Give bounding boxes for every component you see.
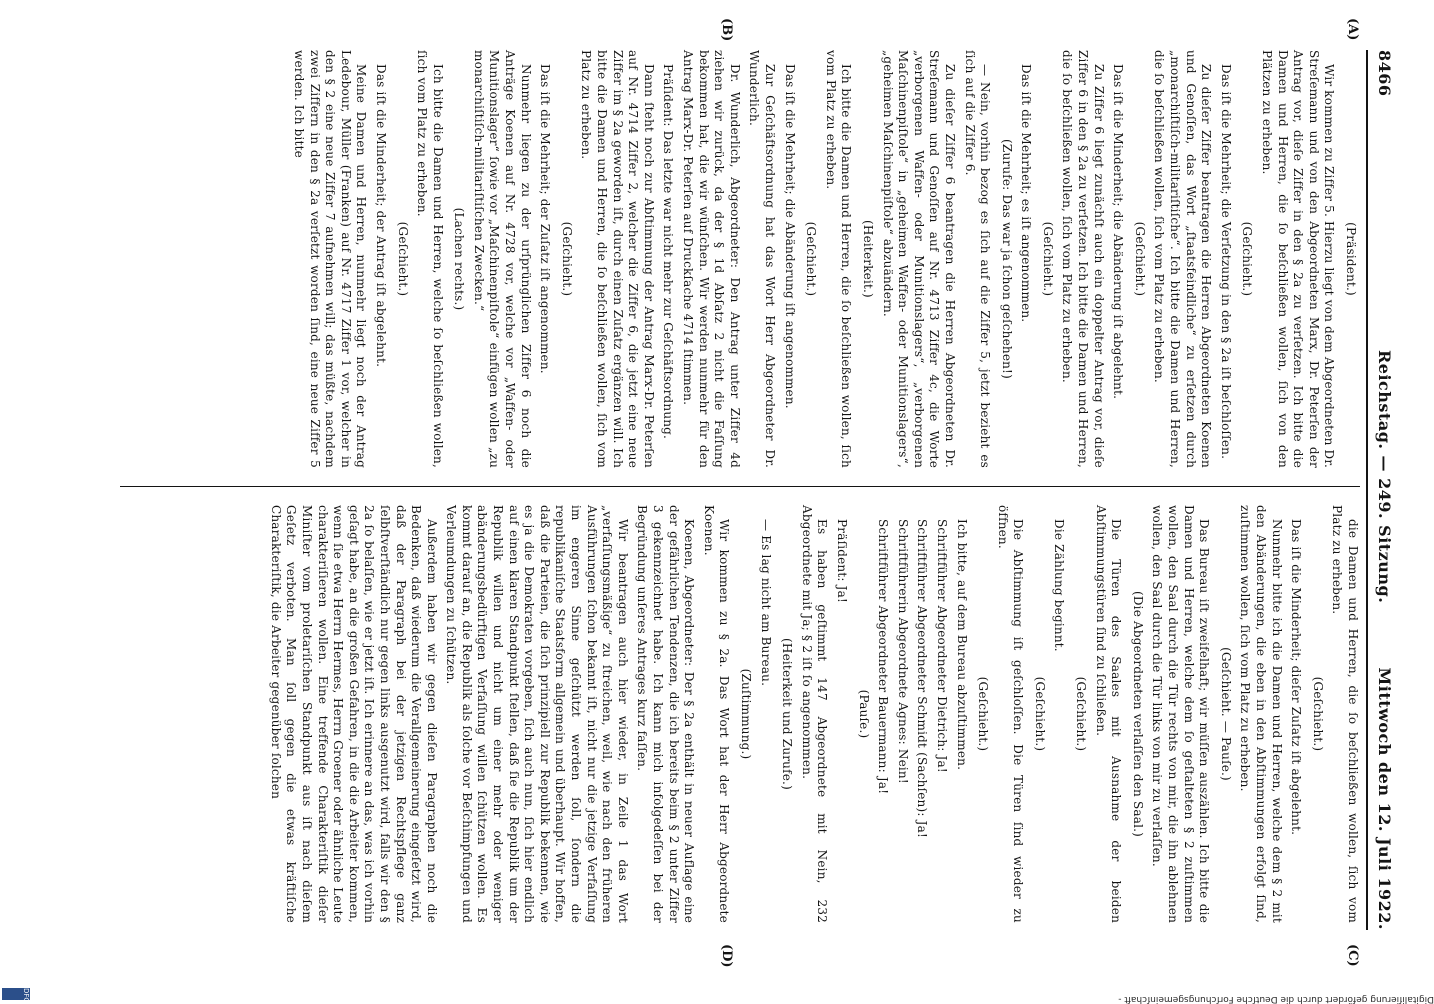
stage-direction: (Geſchieht. — Pauſe.) bbox=[1218, 647, 1233, 781]
speech-paragraph: Dr. Wunderlich, Abgeordneter: Den Antrag unter Ziffer 4d ziehen wir zurück, da der § 1d Abſatz 2 nicht die Faſſung bekommen hat, die wir wünſchen. Wir werden nunmehr für den Antrag Marx-Dr. Peterſen auf Druckſache 4714 ſtimmen. bbox=[681, 50, 742, 468]
paragraph: Es haben geſtimmt 147 Abgeordnete mit Nein, 232 Abgeordnete mit Ja; § 2 iſt ſo angenommen. bbox=[799, 505, 830, 923]
speech-paragraph: Koenen, Abgeordneter: Der § 2a enthält in neuer Auflage eine der gefährlichen Tendenzen, die ich bereits beim § 2 unter Ziffer 3 gekennzeichnet habe. Ich kann mich infolgedeſſen bei der Begründung unſeres Antrages kurz faſſen. bbox=[635, 505, 697, 923]
stage-direction: (Heiterkeit und Zurufe.) bbox=[780, 638, 795, 790]
vote-record: Schriftführer Abgeordneter Dietrich: Ja! bbox=[934, 519, 949, 773]
side-marker-d: (D) bbox=[719, 944, 734, 968]
paragraph: Nunmehr bitte ich die Damen und Herren, welche dem § 2 mit den Abänderungen, die eben in den Abſtimmungen erfolgt ſind, zuſtimmen wollen, ſich vom Platz zu erheben. bbox=[1238, 505, 1284, 923]
speech-paragraph: Präſident: Das letzte war nicht mehr zur Geſchäftsordnung. bbox=[661, 64, 676, 440]
paragraph: Die Türen des Saales mit Ausnahme der beiden Abſtimmungstüren ſind zu ſchließen. bbox=[1093, 505, 1124, 923]
paragraph: Zu dieſer Ziffer 6 beantragen die Herren Abgeordneten Dr. Streſemann und Genoſſen auf Nr. 4713 Ziffer 4c, die Worte „verborgenen Waffen- oder Munitionslagers“, „verborgenen Maſchinenpiſtole“ in „geheimen Waffen- oder Munitionslagers“, „geheimen Maſchinenpiſtole“ abzuändern. bbox=[880, 50, 957, 468]
dfg-logo: DFG bbox=[2, 988, 30, 1000]
stage-direction: (Pauſe.) bbox=[856, 689, 871, 739]
stage-direction: (Geſchieht.) bbox=[804, 221, 819, 297]
stage-direction: (Geſchieht.) bbox=[1040, 221, 1055, 297]
paragraph: die Damen und Herren, die ſo beſchließen wollen, ſich vom Platz zu erheben. bbox=[1330, 505, 1360, 923]
paragraph: Ich bitte die Damen und Herren, welche ſo beſchließen wollen, ſich vom Platz zu erheben. bbox=[415, 50, 445, 468]
stage-direction: (Geſchieht.) bbox=[1032, 676, 1047, 752]
stage-direction: (Geſchieht.) bbox=[395, 221, 410, 297]
paragraph: Meine Damen und Herren, nunmehr liegt noch der Antrag Ledebour, Müller (Franken) auf Nr. 4717 Ziffer 1 vor, welcher in den § 2 eine neue Ziffer 7 aufnehmen will; das müßte, nachdem zwei Ziffern in den § 2a verſetzt worden ſind, eine neue Ziffer 5 werden. Ich bitte bbox=[291, 50, 369, 468]
stage-direction: (Die Abgeordneten verlaſſen den Saal.) bbox=[1130, 590, 1145, 838]
paragraph: Ich bitte, auf dem Bureau abzuſtimmen. bbox=[954, 519, 969, 771]
paragraph: Die Zählung beginnt. bbox=[1052, 519, 1067, 652]
stage-direction: (Geſchieht.) bbox=[976, 676, 991, 752]
paragraph: Das iſt die Mehrheit; die Verſetzung in den § 2a iſt beſchloſſen. bbox=[1218, 64, 1233, 460]
side-marker-a: (A) bbox=[1345, 18, 1360, 41]
speech-paragraph: Außerdem haben wir gegen dieſen Paragraphen noch die Bedenken, daß wiederum die Verallgemeinerung eingeſetzt wird, daß der Paragraph bei der jetzigen Rechtspflege ganz ſelbſtverſtändlich nur gegen links ausgenutzt wird, falls wir den § 2a ſo belaſſen, wie er jetzt iſt. Ich erinnere an das, was ich vorhin geſagt habe, an die großen Gefahren, in die die Arbeiter kommen, wenn ſie etwa Herrn Hermes, Herrn Groener oder ähnliche Leute charakteriſieren wollen. Eine treffende Charakteriſtik dieſer Miniſter vom proletariſchen Standpunkt aus iſt nach dieſem Geſetz verboten. Man ſoll gegen die etwas kräftiſche Charakteriſtik, die Arbeiter gegenüber ſolchen bbox=[268, 505, 439, 923]
stage-direction: (Zurufe: Das war ja ſchon geſchehen!) bbox=[999, 139, 1014, 379]
side-marker-b: (B) bbox=[719, 18, 734, 42]
paragraph: Wir kommen zu Ziffer 5. Hierzu liegt von dem Abgeordneten Dr. Streſemann und von den Abgeordneten Marx, Dr. Peterſen der Antrag vor, dieſe Ziffer in den § 2a zu verſetzen. Ich bitte die Damen und Herren, die ſo beſchließen wollen, ſich von den Plätzen zu erheben. bbox=[1260, 50, 1337, 468]
paragraph: Das iſt die Minderheit; die Abänderung iſt abgelehnt. bbox=[1111, 64, 1126, 400]
right-column bbox=[60, 505, 1360, 923]
page-title: Reichstag. — 249. Sitzung. bbox=[1375, 350, 1394, 604]
column-divider bbox=[120, 486, 1360, 487]
paragraph: — Nein, vorhin bezog es ſich auf die Ziffer 5, jetzt bezieht es ſich auf die Ziffer 6. bbox=[962, 50, 993, 468]
paragraph: — Es lag nicht am Bureau. bbox=[758, 519, 773, 687]
side-marker-c: (C) bbox=[1345, 944, 1360, 967]
left-column bbox=[60, 50, 1360, 468]
header-rule bbox=[1366, 50, 1368, 930]
paragraph: Dann ſteht noch zur Abſtimmung der Antrag Marx-Dr. Peterſen auf Nr. 4714 Ziffer 2, welcher die Ziffer 6, die jetzt eine neue Ziffer im § 2a geworden iſt, durch einen Zuſatz ergänzen will. Ich bitte die Damen und Herren, die ſo beſchließen wollen, ſich vom Platz zu erheben. bbox=[579, 50, 656, 468]
paragraph: Das iſt die Minderheit; der Antrag iſt abgelehnt. bbox=[373, 64, 388, 368]
stage-direction: (Geſchieht.) bbox=[1310, 676, 1325, 752]
vote-record: Schriftführerin Abgeordnete Agnes: Nein! bbox=[895, 519, 910, 784]
page-header bbox=[1370, 50, 1398, 930]
paragraph: Wir kommen zu § 2a. Das Wort hat der Herr Abgeordnete Koenen. bbox=[701, 505, 732, 923]
stage-direction: (Geſchieht.) bbox=[559, 221, 574, 297]
page-number: 8466 bbox=[1375, 50, 1394, 97]
stage-direction: (Geſchieht.) bbox=[1240, 221, 1255, 297]
speech-paragraph: Wir beantragen auch hier wieder, in Zeile 1 das Wort „verfaſſungsmäßige“ zu ſtreichen, weil, wie nach den früheren Ausführungen ſchon bekannt iſt, nicht nur die jetzige Verfaſſung im engeren Sinne geſchützt werden ſoll, ſondern die republikaniſche Staatsform allgemein und überhaupt. Wir hoffen, daß die Parteien, die ſich prinzipiell zur Republik bekennen, wie es ja die Demokraten vorgeben, ſich auch nun, ſich hier endlich auf einen klaren Standpunkt ſtellen, daß ſie die Republik um der Republik willen und nicht um einer mehr oder weniger abänderungsbedürftigen Verfaſſung willen ſchützen wollen. Es kommt darauf an, die Republik als ſolche vor Beſchimpfungen und Verleumdungen zu ſchützen. bbox=[444, 505, 630, 923]
paragraph: Das Bureau iſt zweifelhaft; wir müſſen auszählen. Ich bitte die Damen und Herren, welche dem ſo geſtalteten § 2 zuſtimmen wollen, den Saal durch die Tür rechts von mir, die ihn ablehnen wollen, den Saal durch die Tür links von mir zu verlaſſen. bbox=[1150, 505, 1212, 923]
paragraph: Zu dieſer Ziffer beantragen die Herren Abgeordneten Koenen und Genoſſen, das Wort „ſtaatsfeindliche“ zu erſetzen durch „monarchiſtiſch-militariſtiſche“. Ich bitte die Damen und Herren, die ſo beſchließen wollen, ſich vom Platz zu erheben. bbox=[1152, 50, 1214, 468]
paragraph: Das iſt die Mehrheit; die Abänderung iſt angenommen. bbox=[782, 64, 797, 409]
stage-direction: (Heiterkeit.) bbox=[860, 220, 875, 298]
vote-record: Präſident: Ja! bbox=[834, 519, 849, 604]
stage-direction: (Geſchieht.) bbox=[1074, 676, 1089, 752]
paragraph: Zur Geſchäftsordnung hat das Wort Herr Abgeordneter Dr. Wunderlich. bbox=[747, 50, 777, 468]
paragraph: Zu Ziffer 6 liegt zunächſt auch ein doppelter Antrag vor, dieſe Ziffer 6 in den § 2a zu verſetzen. Ich bitte die Damen und Herren, die ſo beſchließen wollen, ſich vom Platz zu erheben. bbox=[1060, 50, 1106, 468]
vote-record: Schriftführer Abgeordneter Bauermann: Ja! bbox=[876, 519, 891, 795]
paragraph: Das iſt die Minderheit; dieſer Zuſatz iſt abgelehnt. bbox=[1289, 519, 1304, 836]
paragraph: Das iſt die Mehrheit; der Zuſatz iſt angenommen. bbox=[538, 64, 553, 374]
speaker-tag: (Präsident.) bbox=[1344, 222, 1358, 296]
stage-direction: (Zuſtimmung.) bbox=[739, 668, 753, 760]
session-date: Mittwoch den 12. Juli 1922. bbox=[1375, 667, 1394, 930]
paragraph: Das iſt die Mehrheit; es iſt angenommen. bbox=[1019, 64, 1034, 323]
funding-note: Digitaliſierung gefördert durch die Deutſche Forſchungsgemeinſchaft - bbox=[1118, 994, 1434, 1004]
vote-record: Schriftführer Abgeordneter Schmidt (Sachſen): Ja! bbox=[915, 519, 930, 838]
stage-direction: (Geſchieht.) bbox=[1132, 221, 1147, 297]
paragraph: Die Abſtimmung iſt geſchloſſen. Die Türen ſind wieder zu öffnen. bbox=[995, 505, 1026, 923]
paragraph: Nunmehr liegen zu der urſprünglichen Ziffer 6 noch die Anträge Koenen auf Nr. 4728 vor, welche vor „Waffen- oder Munitionslager“ ſowie vor „Maſchinenpiſtole“ einfügen wollen „zu monarchiſtiſch-militariſtiſchen Zwecken.“ bbox=[471, 50, 533, 468]
footer-strip bbox=[0, 986, 1434, 1004]
paragraph: Ich bitte die Damen und Herren, die ſo beſchließen wollen, ſich vom Platz zu erheben. bbox=[823, 50, 854, 468]
stage-direction: (Lachen rechts.) bbox=[452, 207, 467, 311]
